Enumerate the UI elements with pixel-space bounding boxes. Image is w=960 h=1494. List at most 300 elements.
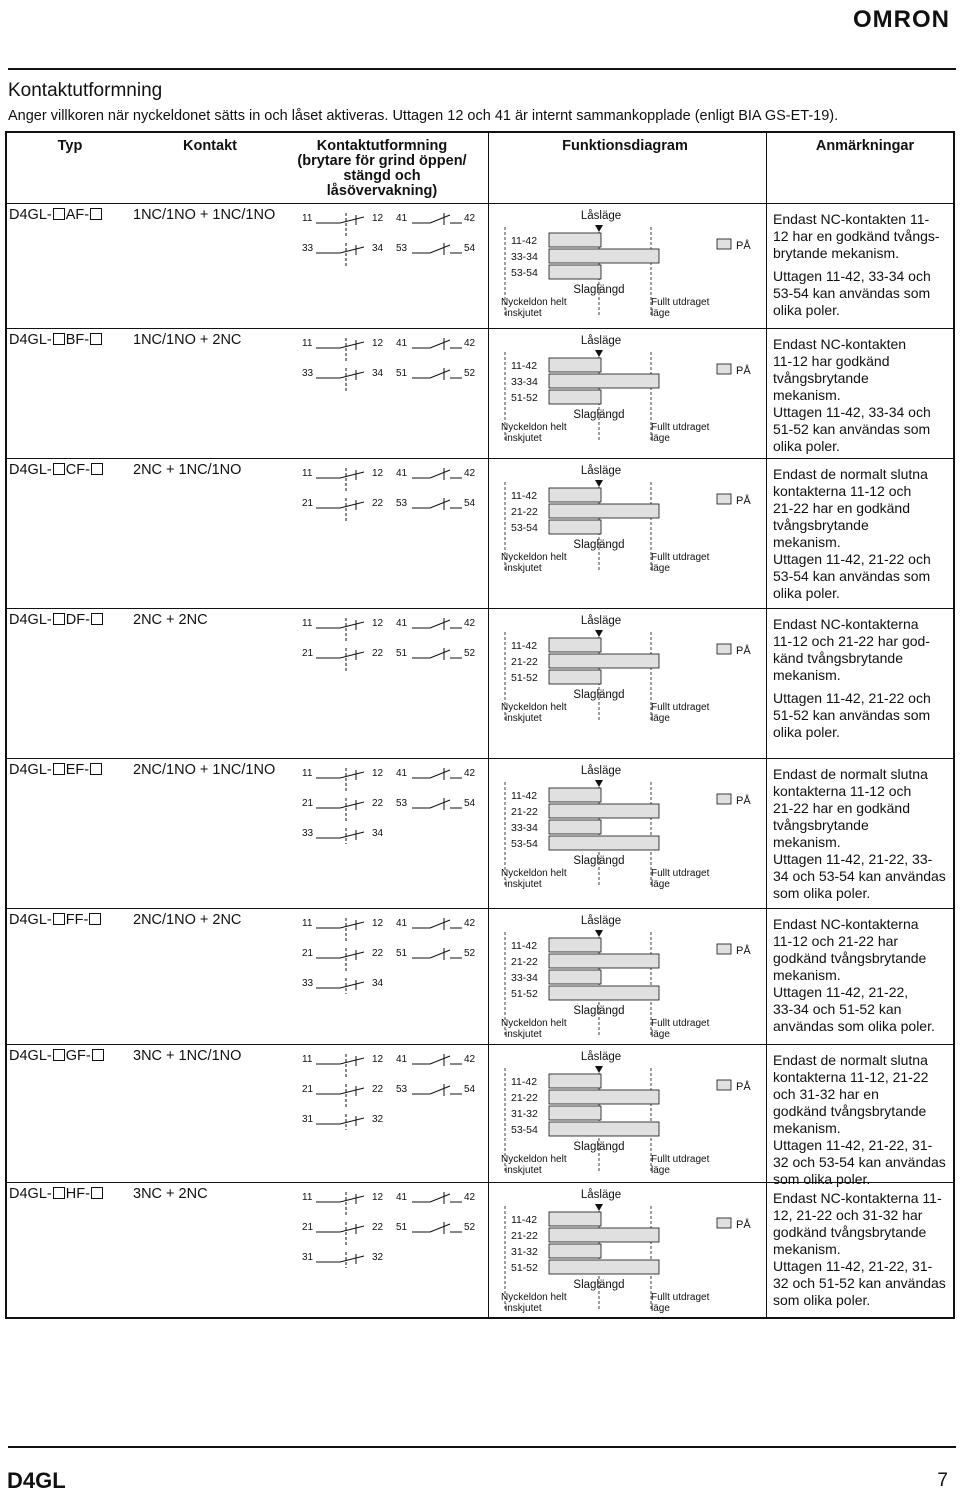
terminal-number: 33 [302,243,314,254]
key-removed-label: Fullt utdraget [651,552,710,563]
placeholder-box-icon [53,1049,65,1061]
on-legend-label: PÅ [736,645,751,657]
placeholder-box-icon [90,763,102,775]
key-inserted-label: Nyckeldon helt [501,1018,567,1029]
remark-line: 53-54 kan användas som [773,285,931,301]
signal-label: 33-34 [511,376,538,388]
remark-line: 34 och 53-54 kan användas [773,868,946,884]
key-removed-label: läge [651,1165,670,1176]
remark-line: som olika poler. [773,1171,871,1187]
remark-line: godkänd tvångsbrytande [773,950,927,966]
on-legend-swatch [717,364,731,374]
remark-line: mekanism. [773,967,841,983]
placeholder-box-icon [53,613,65,625]
switch-blade [430,620,450,628]
key-removed-label: läge [651,713,670,724]
stroke-label: Slaglängd [573,1005,625,1017]
on-state-bar [549,1212,601,1226]
lock-position-label: Låsläge [580,465,622,477]
remark-line: 12 har en godkänd tvångs- [773,228,940,244]
type-label [9,207,103,223]
remark-line: olika poler. [773,724,840,740]
top-bar [0,0,960,34]
terminal-number: 41 [396,1054,408,1065]
placeholder-box-icon [53,1187,65,1199]
contact-config: 1NC/1NO + 2NC [133,332,242,348]
type-code: GF [65,1048,86,1064]
switch-blade [430,770,450,778]
signal-label: 33-34 [511,972,538,984]
remark-line: och 31-32 har en [773,1086,879,1102]
remarks [773,1190,948,1309]
type-label [9,462,104,478]
contact-config: 3NC + 1NC/1NO [133,1048,242,1064]
terminal-number: 21 [302,1084,314,1095]
signal-label: 33-34 [511,251,538,263]
switch-blade [340,832,364,838]
type-prefix: D4GL- [9,1186,52,1202]
terminal-number: 52 [464,948,476,959]
remark-line: kontakterna 11-12, 21-22 [773,1069,929,1085]
type-prefix: D4GL- [9,912,52,928]
terminal-number: 34 [372,978,384,989]
on-state-bar [549,954,659,968]
terminal-number: 22 [372,948,384,959]
remark-line: Endast NC-kontakterna [773,616,919,632]
type-dash: - [84,207,90,223]
terminal-number: 41 [396,1192,408,1203]
signal-label: 11-42 [511,235,538,247]
remarks [773,616,948,741]
stroke-label: Slaglängd [573,539,625,551]
switch-blade [340,1118,364,1124]
footer-page-number: 7 [937,1470,948,1491]
switch-blade [340,372,364,378]
terminal-number: 31 [302,1252,314,1263]
on-legend-swatch [717,239,731,249]
remark-line: känd tvångsbrytande [773,650,903,666]
row-divider [5,458,955,459]
on-legend-label: PÅ [736,945,751,957]
type-dash: - [84,762,90,778]
remark-line: Uttagen 11-42, 21-22, 31- [773,1137,933,1153]
switch-blade [340,982,364,988]
stroke-label: Slaglängd [573,689,625,701]
terminal-number: 34 [372,828,384,839]
terminal-number: 22 [372,498,384,509]
terminal-number: 34 [372,243,384,254]
terminal-number: 32 [372,1252,384,1263]
type-code: HF [65,1186,86,1202]
terminal-number: 11 [302,213,313,224]
remark-line: Endast NC-kontakterna 11- [773,1190,942,1206]
contact-config: 2NC/1NO + 2NC [133,912,242,928]
terminal-number: 33 [302,368,314,379]
lock-position-label: Låsläge [580,915,622,927]
header-utformning-line: (brytare för grind öppen/ [297,153,467,169]
remark-line: 11-12 har godkänd [773,353,890,369]
terminal-number: 41 [396,918,408,929]
terminal-number: 42 [464,213,476,224]
remark-line: 21-22 har en godkänd [773,500,910,516]
signal-label: 21-22 [511,656,538,668]
on-state-bar [549,1228,659,1242]
terminal-number: 41 [396,213,408,224]
switch-blade [430,1224,450,1232]
remark-line: Uttagen 11-42, 21-22 och [773,690,931,706]
type-dash: - [83,912,89,928]
on-legend-label: PÅ [736,795,751,807]
signal-label: 53-54 [511,838,538,850]
remark-line: mekanism. [773,534,841,550]
key-removed-label: läge [651,308,670,319]
key-inserted-label: Nyckeldon helt [501,1292,567,1303]
remark-line: 33-34 och 51-52 kan [773,1001,902,1017]
type-prefix: D4GL- [9,462,52,478]
terminal-number: 54 [464,498,476,509]
placeholder-box-icon [92,1049,104,1061]
type-code: CF [65,462,86,478]
switch-blade [340,472,364,478]
switch-blade [340,802,364,808]
remark-line: Uttagen 11-42, 21-22, 31- [773,1258,933,1274]
signal-label: 21-22 [511,1230,538,1242]
terminal-number: 42 [464,768,476,779]
terminal-number: 42 [464,338,476,349]
remark-line: mekanism. [773,1120,841,1136]
on-legend-label: PÅ [736,365,751,377]
remark-line: 53-54 kan användas som [773,568,931,584]
remark-line: 11-12 och 21-22 har [773,933,899,949]
switch-blade [340,1256,364,1262]
remark-line: som olika poler. [773,1292,871,1308]
terminal-number: 51 [396,648,408,659]
key-removed-label: läge [651,1029,670,1040]
function-diagram [491,205,765,330]
signal-label: 53-54 [511,522,538,534]
col-divider [488,131,489,1319]
footer-product: D4GL [7,1468,66,1493]
type-dash: - [84,332,90,348]
key-inserted-label: inskjutet [505,1029,542,1040]
terminal-number: 11 [302,1192,313,1203]
on-state-bar [549,520,601,534]
remark-line: 12, 21-22 och 31-32 har [773,1207,923,1223]
type-prefix: D4GL- [9,762,52,778]
on-state-bar [549,1090,659,1104]
on-state-bar [549,938,601,952]
placeholder-box-icon [90,208,102,220]
remark-line: 21-22 har en godkänd [773,800,910,816]
remark-line: kontakterna 11-12 och [773,783,912,799]
remark-line: 51-52 kan användas som [773,421,931,437]
key-removed-label: läge [651,879,670,890]
key-inserted-label: Nyckeldon helt [501,1154,567,1165]
terminal-number: 52 [464,368,476,379]
switch-blade [430,245,450,253]
terminal-number: 51 [396,1222,408,1233]
terminal-number: 53 [396,798,408,809]
key-inserted-label: inskjutet [505,713,542,724]
terminal-number: 42 [464,618,476,629]
signal-label: 11-42 [511,1076,538,1088]
type-label [9,912,102,928]
on-state-bar [549,1074,601,1088]
terminal-number: 41 [396,768,408,779]
terminal-number: 54 [464,1084,476,1095]
remark-line: 32 och 53-54 kan användas [773,1154,946,1170]
signal-label: 11-42 [511,940,538,952]
type-label [9,1048,105,1064]
remark-line: mekanism. [773,667,841,683]
terminal-number: 42 [464,918,476,929]
header-anm: Anmärkningar [815,138,915,154]
remark-line: 51-52 kan användas som [773,707,931,723]
switch-blade [430,1086,450,1094]
remark-line: Endast de normalt slutna [773,766,928,782]
terminal-number: 53 [396,498,408,509]
switch-blade [340,1196,364,1202]
key-removed-label: Fullt utdraget [651,297,710,308]
terminal-number: 22 [372,1222,384,1233]
on-state-bar [549,358,601,372]
key-removed-label: läge [651,563,670,574]
placeholder-box-icon [53,208,65,220]
on-state-bar [549,638,601,652]
remark-line: tvångsbrytande [773,370,869,386]
on-state-bar [549,836,659,850]
placeholder-box-icon [91,1187,103,1199]
signal-label: 53-54 [511,267,538,279]
on-state-bar [549,1106,601,1120]
contact-schematic [300,764,490,844]
placeholder-box-icon [89,913,101,925]
switch-blade [340,1226,364,1232]
contact-config: 3NC + 2NC [133,1186,208,1202]
contact-config: 2NC + 1NC/1NO [133,462,242,478]
on-state-bar [549,1260,659,1274]
remark-line: som olika poler. [773,885,871,901]
page-title: Kontaktutformning [8,80,163,101]
key-inserted-label: Nyckeldon helt [501,422,567,433]
type-prefix: D4GL- [9,207,52,223]
terminal-number: 54 [464,798,476,809]
placeholder-box-icon [53,763,65,775]
signal-label: 21-22 [511,806,538,818]
intro-text: Anger villkoren när nyckeldonet sätts in och låset aktiveras. Uttagen 12 och 41 är internt sammankopplade (enligt BIA GS-ET-19). [8,108,839,124]
signal-label: 21-22 [511,956,538,968]
remark-line: godkänd tvångsbrytande [773,1103,927,1119]
signal-label: 11-42 [511,360,538,372]
terminal-number: 12 [372,918,384,929]
terminal-number: 21 [302,948,314,959]
signal-label: 33-34 [511,822,538,834]
on-legend-swatch [717,794,731,804]
remark-line: Endast NC-kontakterna [773,916,919,932]
lock-position-label: Låsläge [580,1189,622,1201]
switch-blade [430,470,450,478]
on-legend-swatch [717,494,731,504]
switch-blade [340,217,364,223]
key-inserted-label: Nyckeldon helt [501,868,567,879]
remark-line: 32 och 51-52 kan användas [773,1275,946,1291]
terminal-number: 11 [302,468,313,479]
on-state-bar [549,390,601,404]
signal-label: 21-22 [511,1092,538,1104]
on-state-bar [549,654,659,668]
terminal-number: 22 [372,798,384,809]
switch-blade [340,772,364,778]
terminal-number: 12 [372,618,384,629]
top-rule [8,68,956,70]
remarks [773,766,948,902]
function-diagram [491,460,765,610]
switch-blade [430,920,450,928]
placeholder-box-icon [53,913,65,925]
signal-label: 51-52 [511,988,538,1000]
switch-blade [340,1088,364,1094]
key-removed-label: Fullt utdraget [651,422,710,433]
row-divider [5,608,955,609]
signal-label: 11-42 [511,790,538,802]
row-divider [5,758,955,759]
on-legend-label: PÅ [736,495,751,507]
contact-schematic [300,209,490,289]
signal-label: 51-52 [511,392,538,404]
terminal-number: 12 [372,213,384,224]
remark-line: mekanism. [773,387,841,403]
remark-line: Uttagen 11-42, 33-34 och [773,404,931,420]
lock-position-label: Låsläge [580,210,622,222]
switch-blade [340,922,364,928]
terminal-number: 21 [302,498,314,509]
on-state-bar [549,374,659,388]
on-legend-label: PÅ [736,240,751,252]
contact-schematic [300,334,490,414]
terminal-number: 12 [372,338,384,349]
header-utformning-line: låsövervakning) [326,183,438,199]
contact-schematic [300,614,490,694]
key-removed-label: läge [651,1303,670,1314]
key-inserted-label: inskjutet [505,308,542,319]
terminal-number: 52 [464,648,476,659]
remark-line: Endast de normalt slutna [773,1052,928,1068]
signal-label: 11-42 [511,640,538,652]
terminal-number: 54 [464,243,476,254]
stroke-label: Slaglängd [573,1141,625,1153]
function-diagram [491,910,765,1046]
terminal-number: 51 [396,368,408,379]
key-inserted-label: inskjutet [505,433,542,444]
terminal-number: 41 [396,338,408,349]
terminal-number: 12 [372,468,384,479]
contact-config: 1NC/1NO + 1NC/1NO [133,207,276,223]
type-dash: - [85,1186,90,1202]
switch-blade [340,342,364,348]
on-state-bar [549,233,601,247]
key-removed-label: läge [651,433,670,444]
terminal-number: 12 [372,768,384,779]
row-divider [5,1044,955,1045]
terminal-number: 31 [302,1114,314,1125]
on-state-bar [549,970,601,984]
signal-label: 21-22 [511,506,538,518]
stroke-label: Slaglängd [573,409,625,421]
switch-blade [430,800,450,808]
key-inserted-label: Nyckeldon helt [501,297,567,308]
on-state-bar [549,670,601,684]
terminal-number: 53 [396,243,408,254]
terminal-number: 11 [302,1054,313,1065]
switch-blade [340,1058,364,1064]
remark-line: tvångsbrytande [773,517,869,533]
row-divider [5,908,955,909]
remarks [773,211,948,319]
type-label [9,332,103,348]
on-state-bar [549,504,659,518]
on-state-bar [549,1122,659,1136]
terminal-number: 42 [464,1054,476,1065]
col-divider [766,131,767,1319]
terminal-number: 51 [396,948,408,959]
remark-line: mekanism. [773,1241,841,1257]
terminal-number: 32 [372,1114,384,1125]
switch-blade [430,370,450,378]
on-state-bar [549,1244,601,1258]
switch-blade [430,1056,450,1064]
key-inserted-label: inskjutet [505,879,542,890]
lock-position-label: Låsläge [580,615,622,627]
function-diagram [491,610,765,760]
signal-label: 31-32 [511,1108,538,1120]
remarks [773,336,948,455]
remark-line: olika poler. [773,438,840,454]
key-inserted-label: inskjutet [505,563,542,574]
switch-blade [340,652,364,658]
key-inserted-label: inskjutet [505,1303,542,1314]
key-inserted-label: Nyckeldon helt [501,702,567,713]
key-removed-label: Fullt utdraget [651,702,710,713]
header-kontakt: Kontakt [183,138,237,154]
row-divider [5,1182,955,1183]
on-state-bar [549,986,659,1000]
signal-label: 51-52 [511,1262,538,1274]
on-legend-swatch [717,944,731,954]
type-code: BF [65,332,85,348]
terminal-number: 11 [302,618,313,629]
terminal-number: 12 [372,1192,384,1203]
lock-position-label: Låsläge [580,765,622,777]
terminal-number: 41 [396,468,408,479]
key-removed-label: Fullt utdraget [651,1018,710,1029]
terminal-number: 41 [396,618,408,629]
switch-blade [430,1194,450,1202]
header-utformning-line: Kontaktutformning [316,138,448,154]
terminal-number: 33 [302,828,314,839]
contact-schematic [300,464,490,544]
lock-position-label: Låsläge [580,335,622,347]
function-diagram [491,330,765,460]
terminal-number: 34 [372,368,384,379]
remark-line: 11-12 och 21-22 har god- [773,633,930,649]
switch-blade [430,340,450,348]
on-state-bar [549,820,601,834]
key-inserted-label: Nyckeldon helt [501,552,567,563]
remark-line: godkänd tvångsbrytande [773,1224,927,1240]
switch-blade [340,502,364,508]
signal-label: 51-52 [511,672,538,684]
remark-line: mekanism. [773,834,841,850]
